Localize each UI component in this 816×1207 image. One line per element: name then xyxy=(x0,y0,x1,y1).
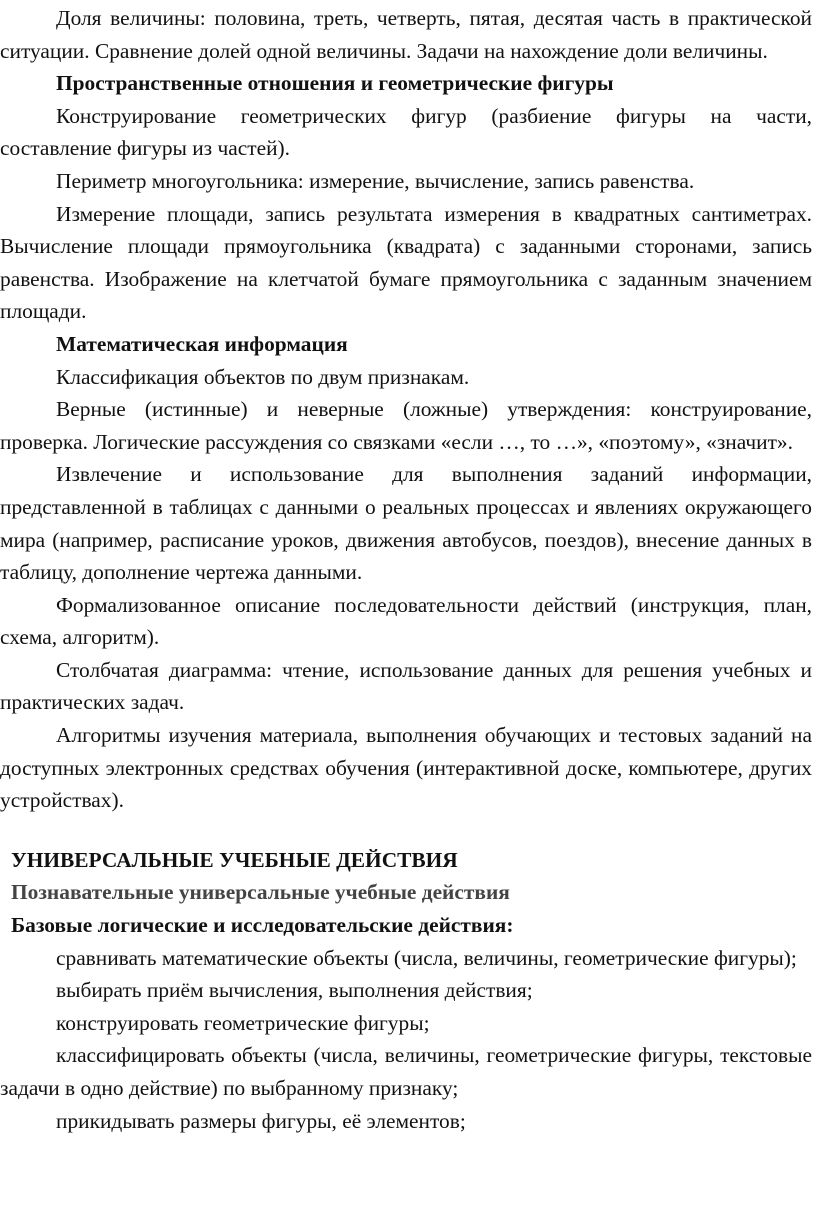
paragraph-statements: Верные (истинные) и неверные (ложные) утверждения: конструирование, проверка. Логические рассуждения со связками «если …, то …», «поэтому», «значит». xyxy=(0,397,812,454)
heading-math-information: Математическая информация xyxy=(56,331,348,356)
heading-spatial-relations: Пространственные отношения и геометрические фигуры xyxy=(56,71,614,96)
section-gap xyxy=(0,817,812,844)
list-item-compare: сравнивать математические объекты (числа, величины, геометрические фигуры); xyxy=(56,945,797,970)
paragraph-perimeter: Периметр многоугольника: измерение, вычисление, запись равенства. xyxy=(56,168,695,193)
paragraph-fraction: Доля величины: половина, треть, четверть, пятая, десятая часть в практической ситуации. Сравнение долей одной величины. Задачи на нахождение доли величины. xyxy=(0,6,812,63)
paragraph-tables: Извлечение и использование для выполнения заданий информации, представленной в таблицах с данными о реальных процессах и явлениях окружающего мира (например, расписание уроков, движения автобусов, поездов), внесение данных в таблицу, дополнение чертежа данными. xyxy=(0,462,812,585)
section-title-uud: УНИВЕРСАЛЬНЫЕ УЧЕБНЫЕ ДЕЙСТВИЯ xyxy=(11,847,458,872)
paragraph-construct-figures: Конструирование геометрических фигур (разбиение фигуры на части, составление фигуры из частей). xyxy=(0,103,812,161)
list-item-classify: классифицировать объекты (числа, величины, геометрические фигуры, текстовые задачи в одно действие) по выбранному признаку; xyxy=(0,1043,812,1100)
section-subtitle-cognitive: Познавательные универсальные учебные действия xyxy=(11,880,510,905)
paragraph-algorithm: Формализованное описание последовательности действий (инструкция, план, схема, алгоритм). xyxy=(0,592,812,650)
list-item-choose-method: выбирать приём вычисления, выполнения действия; xyxy=(56,978,533,1003)
section-heading-basic-actions: Базовые логические и исследовательские действия: xyxy=(11,913,514,938)
paragraph-bar-diagram: Столбчатая диаграмма: чтение, использование данных для решения учебных и практических задач. xyxy=(0,657,812,715)
list-item-estimate: прикидывать размеры фигуры, её элементов; xyxy=(56,1108,466,1133)
paragraph-area: Измерение площади, запись результата измерения в квадратных сантиметрах. Вычисление площади прямоугольника (квадрата) с заданными сторонами, запись равенства. Изображение на клетчатой бумаге прямоугольника с заданным значением площади. xyxy=(0,201,812,324)
list-item-construct: конструировать геометрические фигуры; xyxy=(56,1010,430,1035)
paragraph-electronic-devices: Алгоритмы изучения материала, выполнения обучающих и тестовых заданий на доступных электронных средствах обучения (интерактивной доске, компьютере, других устройствах). xyxy=(0,723,812,813)
paragraph-classification: Классификация объектов по двум признакам. xyxy=(56,364,470,389)
